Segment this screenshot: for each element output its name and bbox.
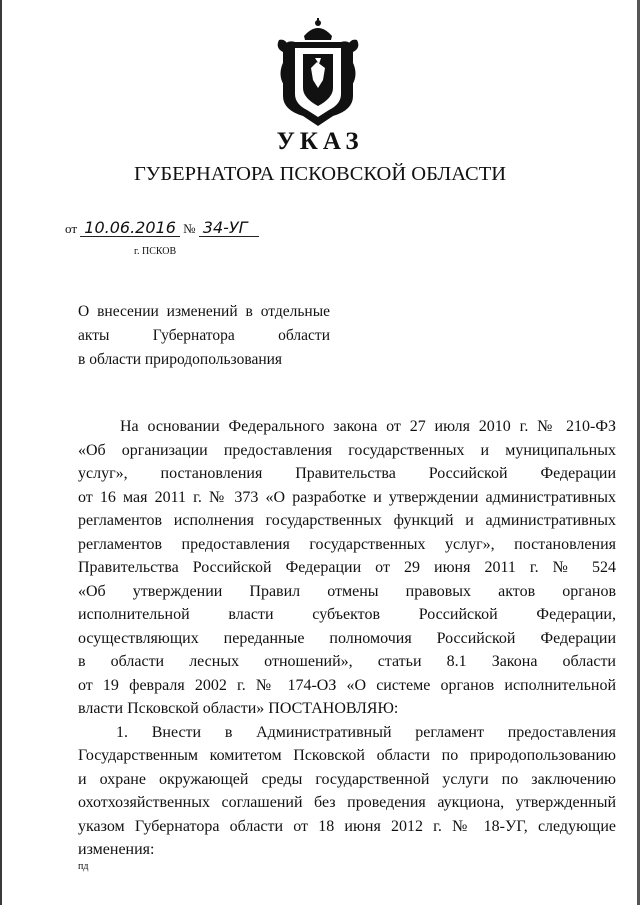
body-line: «Об утверждении Правил отмены правовых актов органов bbox=[78, 582, 616, 600]
body-line: и охране окружающей среды государственной услуги по заключению bbox=[78, 770, 616, 788]
body-line: Государственным комитетом Псковской области по природопользованию bbox=[78, 747, 616, 764]
body-line: регламентов предоставления государственных услуг», постановления bbox=[78, 535, 616, 553]
handwritten-date: 10.06.2016 bbox=[80, 220, 180, 237]
pskov-coat-of-arms-icon bbox=[271, 18, 365, 128]
body-line: услуг», постановления Правительства Российской Федерации bbox=[78, 465, 616, 482]
document-title: УКАЗ bbox=[276, 128, 364, 155]
body-line: регламентов исполнения государственных функций и административных bbox=[78, 512, 616, 529]
body-line: На основании Федерального закона от 27 июля 2010 г. № 210-ФЗ bbox=[120, 418, 616, 435]
document-body bbox=[78, 415, 616, 862]
body-line: осуществляющих переданные полномочия Российской Федерации bbox=[78, 629, 616, 647]
body-line: «Об организации предоставления государственных и муниципальных bbox=[78, 441, 616, 459]
body-line: власти Псковской области» ПОСТАНОВЛЯЮ: bbox=[78, 700, 399, 717]
footer-code: пд bbox=[78, 861, 89, 872]
body-line: в области лесных отношений», статьи 8.1 Закона области bbox=[78, 653, 616, 670]
body-line: Правительства Российской Федерации от 29 июня 2011 г. № 524 bbox=[78, 559, 616, 576]
number-prefix: № bbox=[183, 221, 196, 236]
body-line: указом Губернатора области от 18 июня 2012 г. № 18-УГ, следующие bbox=[78, 817, 616, 835]
body-line: изменения: bbox=[78, 841, 155, 858]
body-line: от 16 мая 2011 г. № 373 «О разработке и утверждении административных bbox=[78, 488, 616, 506]
document-subject bbox=[78, 300, 330, 372]
document-issuer: ГУБЕРНАТОРА ПСКОВСКОЙ ОБЛАСТИ bbox=[133, 163, 507, 185]
subject-line: в области природопользования bbox=[78, 351, 283, 368]
from-prefix: от bbox=[65, 221, 78, 236]
body-line-item-1: 1. Внести в Административный регламент предоставления bbox=[116, 723, 616, 741]
body-line: исполнительной власти субъектов Российской Федерации, bbox=[78, 606, 616, 623]
body-line: от 19 февраля 2002 г. № 174-ОЗ «О системе органов исполнительной bbox=[78, 676, 616, 694]
body-line: охотхозяйственных соглашений без проведения аукциона, утвержденный bbox=[78, 794, 616, 811]
registration-line bbox=[65, 220, 259, 237]
subject-line: О внесении изменений в отдельные bbox=[78, 303, 330, 320]
handwritten-number: 34-УГ bbox=[199, 220, 259, 237]
subject-line: акты Губернатора области bbox=[78, 327, 330, 344]
city-label: г. ПСКОВ bbox=[134, 246, 177, 257]
